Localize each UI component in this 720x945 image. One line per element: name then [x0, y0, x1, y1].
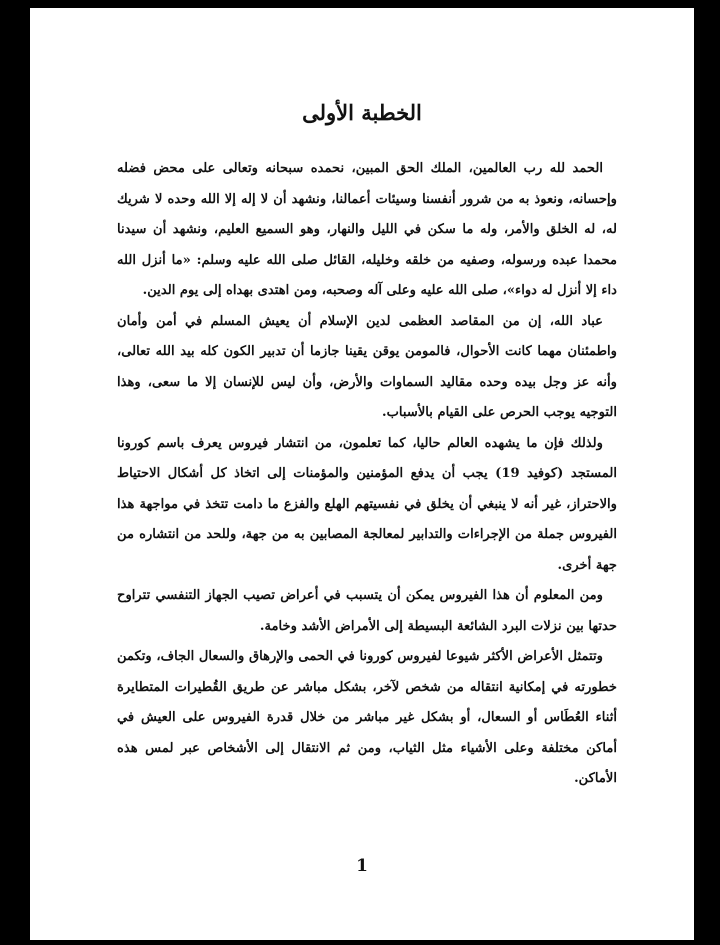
paragraph-opening: الحمد لله رب العالمين، الملك الحق المبين، نحمده سبحانه وتعالى على محض فضله وإحسانه، ونعوذ به من شرور أنفسنا وسيئات أعمالنا، ونشهد أن لا إله إلا الله وحده لا شريك له، له الخلق والأمر، وله ما سكن في الليل والنهار، وهو السميع العليم، ونشهد أن سيدنا محمدا عبده ورسوله، وصفيه من خلقه وخليله، القائل صلى الله عليه وسلم: «ما أنزل الله داء إلا أنزل له دواء»، صلى الله عليه وعلى آله وصحبه، ومن اهتدى بهداه إلى يوم الدين. — [117, 161, 617, 298]
paragraph-respiratory: ومن المعلوم أن هذا الفيروس يمكن أن يتسبب في أعراض تصيب الجهاز التنفسي تتراوح حدتها بين نزلات البرد الشائعة البسيطة إلى الأمراض الأشد وخامة. — [117, 588, 617, 634]
paragraph-symptoms: وتتمثل الأعراض الأكثر شيوعا لفيروس كورونا في الحمى والإرهاق والسعال الجاف، وتكمن خطورته في إمكانية انتقاله من شخص لآخر، بشكل مباشر عن طريق القُطيرات المتطايرة أثناء العُطَاس أو السعال، أو بشكل غير مباشر من خلال قدرة الفيروس على العيش في أماكن مختلفة وعلى الأشياء مثل الثياب، ومن ثم الانتقال إلى الأشخاص عبر لمس هذه الأماكن. — [117, 649, 617, 786]
sermon-title: الخطبة الأولى — [302, 100, 422, 125]
paragraph-security: عباد الله، إن من المقاصد العظمى لدين الإسلام أن يعيش المسلم في أمن وأمان واطمئنان مهما كانت الأحوال، فالمومن يوقن يقينا جازما أن تدبير الكون كله بيد الله تعالى، وأنه عز وجل بيده وحده مقاليد السماوات والأرض، وأن ليس للإنسان إلا ما سعى، وهذا التوجيه يوجب الحرص على القيام بالأسباب. — [117, 313, 617, 420]
document-page — [30, 8, 694, 940]
paragraph-coronavirus: ولذلك فإن ما يشهده العالم حاليا، كما تعلمون، من انتشار فيروس يعرف باسم كورونا المستجد (كوفيد 19) يجب أن يدفع المؤمنين والمؤمنات إلى اتخاذ كل أشكال الاحتياط والاحتراز، غير أنه لا ينبغي أن يخلق في نفسيتهم الهلع والفزع ما دامت تتخذ في مواجهة هذا الفيروس جملة من الإجراءات والتدابير لمعالجة المصابين به من جهة، وللحد من انتشاره من جهة أخرى. — [117, 435, 617, 573]
sermon-body — [117, 154, 617, 795]
page-number: 1 — [356, 856, 368, 876]
